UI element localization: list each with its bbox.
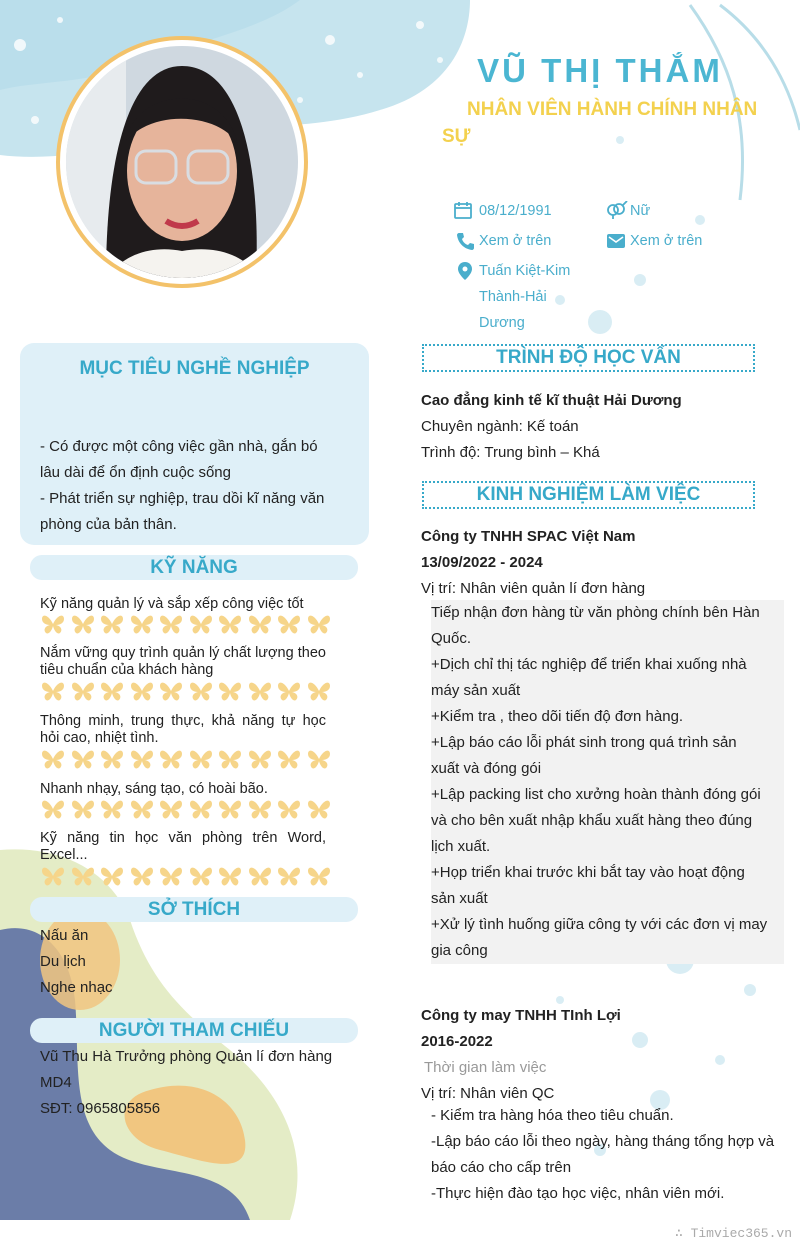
duty-line: và cho bên xuất nhập khẩu xuất hàng theo đúng <box>431 808 784 834</box>
duty-line: gia công <box>431 938 784 964</box>
butterfly-rating-icon <box>217 798 243 820</box>
skill-name: Kỹ năng quản lý và sắp xếp công việc tốt <box>40 596 304 612</box>
duty-line: +Họp triển khai trước khi bắt tay vào hoạt động <box>431 860 784 886</box>
address-row <box>454 258 570 336</box>
job-entry-2 <box>421 1003 791 1107</box>
watermark: ∴ Timviec365.vn <box>674 1226 792 1241</box>
duty-line: xuất và đóng gói <box>431 756 784 782</box>
reference-line: Vũ Thu Hà Trưởng phòng Quản lí đơn hàng <box>40 1048 333 1065</box>
butterfly-rating-icon <box>217 613 243 635</box>
email-value: Xem ở trên <box>630 233 703 249</box>
duty-line: Tiếp nhận đơn hàng từ văn phòng chính bên Hàn <box>431 600 784 626</box>
duty-line: sản xuất <box>431 886 784 912</box>
education-major: Chuyên ngành: Kế toán <box>421 418 579 435</box>
phone-row <box>454 228 551 254</box>
butterfly-rating-icon <box>129 680 155 702</box>
butterfly-rating-icon <box>306 613 332 635</box>
hobby-item: Nấu ăn <box>40 927 89 944</box>
duty-line: máy sản xuất <box>431 678 784 704</box>
duty-line: Quốc. <box>431 626 784 652</box>
duty-line: +Kiểm tra , theo dõi tiến độ đơn hàng. <box>431 704 784 730</box>
address-line: Thành-Hải <box>479 289 547 305</box>
butterfly-rating-icon <box>276 865 302 887</box>
dob-value: 08/12/1991 <box>479 203 552 219</box>
skill-name: Nhanh nhạy, sáng tạo, có hoài bão. <box>40 781 268 797</box>
butterfly-rating-icon <box>99 613 125 635</box>
duty-line: báo cáo cho cấp trên <box>431 1159 572 1176</box>
butterfly-rating-icon <box>247 680 273 702</box>
phone-value: Xem ở trên <box>479 233 552 249</box>
references-title: NGƯỜI THAM CHIẾU <box>30 1018 358 1043</box>
school-name: Cao đẳng kinh tế kĩ thuật Hải Dương <box>421 392 682 409</box>
butterfly-rating-icon <box>188 748 214 770</box>
objective-text <box>40 434 350 538</box>
phone-icon <box>456 232 474 250</box>
email-row <box>606 228 702 254</box>
references-text <box>40 1044 360 1122</box>
company-name: Công ty may TNHH TInh Lợi <box>421 1007 621 1024</box>
job-entry-1 <box>421 524 791 602</box>
butterfly-rating-icon <box>247 798 273 820</box>
skill-rating <box>40 613 330 635</box>
butterfly-rating-icon <box>188 865 214 887</box>
duty-line: +Lập packing list cho xưởng hoàn thành đóng gói <box>431 782 784 808</box>
butterfly-rating-icon <box>70 865 96 887</box>
butterfly-rating-icon <box>306 680 332 702</box>
butterfly-rating-icon <box>99 865 125 887</box>
butterfly-rating-icon <box>276 680 302 702</box>
location-pin-icon <box>456 262 474 280</box>
job-duties-1 <box>431 600 784 964</box>
hobbies-list <box>40 923 113 1001</box>
dob-row <box>454 198 552 224</box>
butterfly-rating-icon <box>40 613 66 635</box>
candidate-name: VŨ THỊ THẮM <box>477 52 723 89</box>
education-title: TRÌNH ĐỘ HỌC VẤN <box>422 344 755 372</box>
reference-line: SĐT: 0965805856 <box>40 1100 161 1117</box>
butterfly-rating-icon <box>40 798 66 820</box>
objective-title: MỤC TIÊU NGHỀ NGHIỆP <box>79 358 310 379</box>
objective-line: lâu dài để ổn định cuộc sống <box>40 464 231 481</box>
butterfly-rating-icon <box>247 613 273 635</box>
butterfly-rating-icon <box>276 748 302 770</box>
butterfly-rating-icon <box>158 865 184 887</box>
butterfly-rating-icon <box>276 613 302 635</box>
address-line: Dương <box>479 315 525 331</box>
butterfly-rating-icon <box>188 798 214 820</box>
butterfly-rating-icon <box>276 798 302 820</box>
duty-line: lịch xuất. <box>431 834 784 860</box>
butterfly-rating-icon <box>70 680 96 702</box>
butterfly-rating-icon <box>99 798 125 820</box>
butterfly-rating-icon <box>217 748 243 770</box>
butterfly-rating-icon <box>247 748 273 770</box>
experience-title: KINH NGHIỆM LÀM VIỆC <box>422 481 755 509</box>
butterfly-rating-icon <box>158 798 184 820</box>
butterfly-rating-icon <box>99 748 125 770</box>
duty-line: -Lập báo cáo lỗi theo ngày, hàng tháng tổng hợp và <box>431 1133 775 1150</box>
butterfly-rating-icon <box>158 748 184 770</box>
job-period: 2016-2022 <box>421 1033 493 1050</box>
butterfly-rating-icon <box>306 748 332 770</box>
butterfly-rating-icon <box>217 680 243 702</box>
butterfly-rating-icon <box>129 865 155 887</box>
skill-name: Kỹ năng tin học văn phòng trên Word, Excel... <box>40 830 326 863</box>
butterfly-rating-icon <box>129 613 155 635</box>
butterfly-rating-icon <box>70 798 96 820</box>
education-section <box>421 388 791 466</box>
butterfly-rating-icon <box>158 680 184 702</box>
butterfly-rating-icon <box>99 680 125 702</box>
job-title: NHÂN VIÊN HÀNH CHÍNH NHÂN SỰ <box>442 99 758 147</box>
job-position: Vị trí: Nhân viên QC <box>421 1085 555 1102</box>
job-duties-2 <box>431 1103 784 1207</box>
butterfly-rating-icon <box>40 748 66 770</box>
objective-line: - Phát triển sự nghiệp, trau dồi kĩ năng văn <box>40 490 325 507</box>
butterfly-rating-icon <box>188 613 214 635</box>
butterfly-rating-icon <box>247 865 273 887</box>
calendar-icon <box>454 201 472 219</box>
company-name: Công ty TNHH SPAC Việt Nam <box>421 528 636 545</box>
job-period: 13/09/2022 - 2024 <box>421 554 543 571</box>
butterfly-rating-icon <box>70 613 96 635</box>
avatar <box>66 46 298 278</box>
duty-line: -Thực hiện đào tạo học việc, nhân viên mới. <box>431 1185 725 1202</box>
gender-value: Nữ <box>630 203 651 219</box>
address-line: Tuấn Kiệt-Kim <box>479 263 571 279</box>
skill-name: Nắm vững quy trình quản lý chất lượng theo tiêu chuẩn của khách hàng <box>40 645 326 678</box>
reference-line: MD4 <box>40 1074 72 1091</box>
butterfly-rating-icon <box>217 865 243 887</box>
duty-line: +Dịch chỉ thị tác nghiệp để triển khai xuống nhà <box>431 652 784 678</box>
skill-rating <box>40 748 330 770</box>
hobby-item: Du lịch <box>40 953 86 970</box>
education-level: Trình độ: Trung bình – Khá <box>421 444 600 461</box>
job-position: Vị trí: Nhân viên quản lí đơn hàng <box>421 580 646 597</box>
butterfly-rating-icon <box>129 748 155 770</box>
duty-line: - Kiểm tra hàng hóa theo tiêu chuẩn. <box>431 1107 674 1124</box>
gender-icon <box>606 201 628 219</box>
skill-name: Thông minh, trung thực, khả năng tự học hỏi cao, nhiệt tình. <box>40 713 326 746</box>
butterfly-rating-icon <box>129 798 155 820</box>
butterfly-rating-icon <box>306 798 332 820</box>
email-icon <box>606 232 626 250</box>
duty-line: +Lập báo cáo lỗi phát sinh trong quá trình sản <box>431 730 784 756</box>
hobby-item: Nghe nhạc <box>40 979 113 996</box>
butterfly-rating-icon <box>188 680 214 702</box>
skills-title: KỸ NĂNG <box>30 555 358 580</box>
butterfly-rating-icon <box>306 865 332 887</box>
job-note: Thời gian làm việc <box>424 1059 547 1076</box>
skill-rating <box>40 798 330 820</box>
butterfly-rating-icon <box>40 680 66 702</box>
skill-rating <box>40 865 330 887</box>
gender-row <box>606 198 650 224</box>
hobbies-title: SỞ THÍCH <box>30 897 358 922</box>
butterfly-rating-icon <box>158 613 184 635</box>
butterfly-rating-icon <box>70 748 96 770</box>
objective-line: - Có được một công việc gần nhà, gắn bó <box>40 438 318 455</box>
duty-line: +Xử lý tình huống giữa công ty với các đơn vị may <box>431 912 784 938</box>
butterfly-rating-icon <box>40 865 66 887</box>
objective-line: phòng của bản thân. <box>40 516 177 533</box>
skill-rating <box>40 680 330 702</box>
